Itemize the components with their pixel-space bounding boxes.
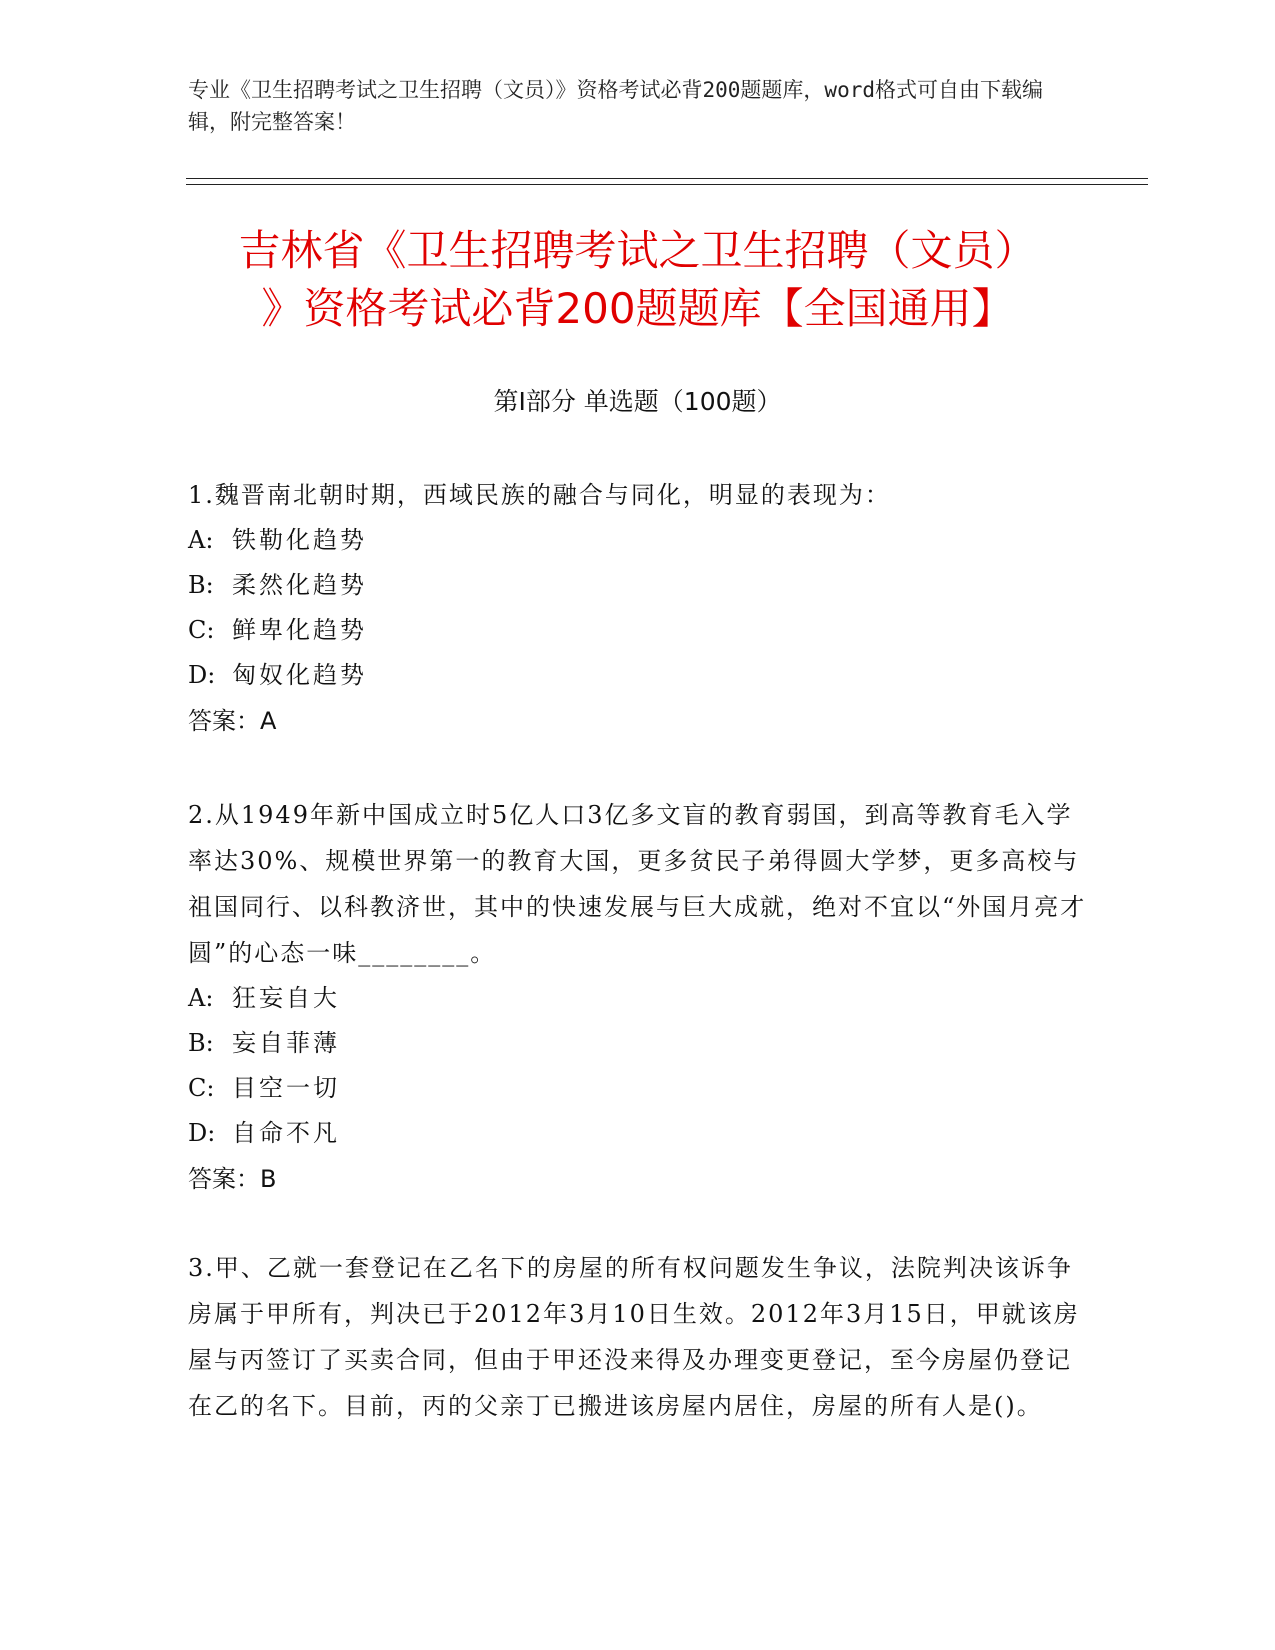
question-stem: 3.甲、乙就一套登记在乙名下的房屋的所有权问题发生争议，法院判决该诉争房属于甲所有，判决已于2012年3月10日生效。2012年3月15日，甲就该房屋与丙签订了买卖合同，但由于甲还没来得及办理变更登记，至今房屋仍登记在乙的名下。目前，丙的父亲丁已搬进该房屋内居住，房屋的所有人是()。 <box>188 1254 1080 1420</box>
document-title <box>160 222 1115 338</box>
question-2 <box>188 792 1088 1202</box>
option-c <box>188 1066 1088 1111</box>
option-text: 目空一切 <box>232 1074 340 1102</box>
option-text: 鲜卑化趋势 <box>232 616 367 644</box>
document-title-line-2: 》资格考试必背200题题库【全国通用】 <box>261 284 1014 333</box>
option-key: A: <box>188 984 214 1012</box>
question-stem: 2.从1949年新中国成立时5亿人口3亿多文盲的教育弱国，到高等教育毛入学率达30%、规模世界第一的教育大国，更多贫民子弟得圆大学梦，更多高校与祖国同行、以科教济世，其中的快速发展与巨大成就，绝对不宜以“外国月亮才圆”的心态一味________。 <box>188 801 1087 967</box>
option-key: D: <box>188 661 216 689</box>
option-d <box>188 653 1088 698</box>
option-key: D: <box>188 1119 216 1147</box>
option-text: 妄自菲薄 <box>232 1029 340 1057</box>
option-c <box>188 608 1088 653</box>
option-a <box>188 976 1088 1021</box>
option-text: 匈奴化趋势 <box>232 661 367 689</box>
option-text: 铁勒化趋势 <box>232 526 367 554</box>
option-text: 柔然化趋势 <box>232 571 367 599</box>
option-text: 狂妄自大 <box>232 984 340 1012</box>
header-divider <box>186 178 1148 185</box>
option-key: B: <box>188 1029 214 1057</box>
question-1 <box>188 472 1088 744</box>
answer: 答案：B <box>188 1165 277 1193</box>
option-b <box>188 563 1088 608</box>
document-title-line-1: 吉林省《卫生招聘考试之卫生招聘（文员） <box>238 226 1037 275</box>
option-text: 自命不凡 <box>232 1119 340 1147</box>
answer: 答案：A <box>188 707 277 735</box>
option-key: C: <box>188 616 215 644</box>
section-title: 第I部分 单选题（100题） <box>493 387 782 416</box>
option-a <box>188 518 1088 563</box>
header-note: 专业《卫生招聘考试之卫生招聘（文员）》资格考试必背200题题库，word格式可自由下载编辑，附完整答案！ <box>188 78 1043 134</box>
question-stem: 1.魏晋南北朝时期，西域民族的融合与同化，明显的表现为： <box>188 481 891 509</box>
option-d <box>188 1111 1088 1156</box>
option-key: B: <box>188 571 214 599</box>
option-key: A: <box>188 526 214 554</box>
option-key: C: <box>188 1074 215 1102</box>
option-b <box>188 1021 1088 1066</box>
question-3 <box>188 1245 1088 1429</box>
